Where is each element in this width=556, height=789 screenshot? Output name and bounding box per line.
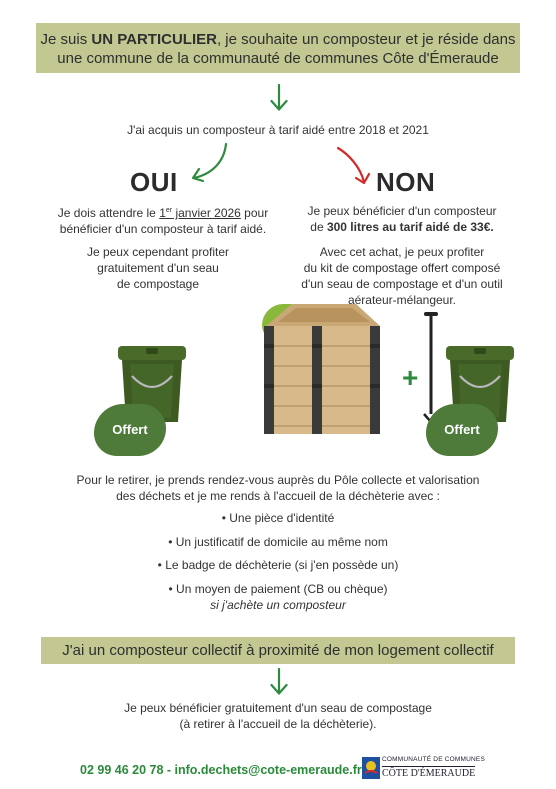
wooden-composter-icon — [252, 294, 392, 442]
oui-p2-line3: de compostage — [116, 277, 200, 291]
oui-p1-post: pour — [240, 206, 269, 220]
non-p2-line1: Avec cet achat, je peux profiter — [319, 245, 485, 259]
pickup-note: si j'achète un composteur — [210, 598, 346, 612]
oui-paragraph-2 — [58, 244, 258, 292]
non-p1-bold: 300 litres au tarif aidé de 33€. — [326, 220, 494, 234]
pickup-item-3: • Le badge de déchèterie (si j'en possède un) — [157, 558, 399, 572]
oui-p1-pre: Je dois attendre le — [57, 206, 160, 220]
logo-line1: COMMUNAUTÉ DE COMMUNES — [382, 756, 485, 763]
community-logo-icon — [362, 757, 380, 779]
pickup-instructions — [38, 472, 518, 504]
oui-date-rest: janvier 2026 — [172, 206, 241, 220]
non-p1-pre: de — [310, 220, 327, 234]
oui-p1-line2: bénéficier d'un composteur à tarif aidé. — [59, 222, 267, 236]
non-p1-line1: Je peux bénéficier d'un composteur — [307, 204, 497, 218]
non-paragraph-1 — [282, 203, 522, 235]
pickup-item-2: • Un justificatif de domicile au même nom — [168, 535, 388, 549]
banner-line1-pre: Je suis — [40, 31, 92, 48]
green-curved-arrow-icon — [186, 140, 234, 184]
oui-date-num: 1 — [159, 206, 166, 220]
oui-title: OUI — [130, 167, 178, 197]
non-p2-line3: d'un seau de compostage et d'un outil — [301, 277, 503, 291]
red-curved-arrow-icon — [334, 144, 374, 188]
banner-line2: une commune de la communauté de communes Côte d'Émeraude — [57, 50, 499, 67]
footer-contact: 02 99 46 20 78 - info.dechets@cote-emeraude.fr — [80, 763, 362, 777]
question-text: J'ai acquis un composteur à tarif aidé entre 2018 et 2021 — [127, 123, 429, 137]
top-banner — [36, 23, 520, 73]
pickup-line2: des déchets et je me rends à l'accueil de la déchèterie avec : — [116, 489, 440, 503]
oui-paragraph-1 — [38, 203, 288, 237]
banner-line1-bold: UN PARTICULIER — [91, 31, 217, 48]
plus-icon: + — [402, 362, 419, 393]
offert-badge-left: Offert — [94, 404, 166, 456]
pickup-line1: Pour le retirer, je prends rendez-vous auprès du Pôle collecte et valorisation — [76, 473, 480, 487]
non-title: NON — [376, 167, 436, 197]
down-arrow-icon-2 — [270, 668, 288, 696]
oui-date-sup: er — [165, 207, 173, 214]
banner-line1-post: , je souhaite un composteur et je réside dans — [216, 31, 516, 48]
oui-date — [159, 206, 241, 220]
oui-p2-line1: Je peux cependant profiter — [86, 245, 230, 259]
logo-line2: CÔTE D'ÉMERAUDE — [382, 768, 476, 779]
collective-text — [78, 700, 478, 732]
non-p2-line2: du kit de compostage offert composé — [303, 261, 501, 275]
offert-badge-right: Offert — [426, 404, 498, 456]
collective-line1: Je peux bénéficier gratuitement d'un seau de compostage — [124, 701, 432, 715]
collective-line2: (à retirer à l'accueil de la déchèterie). — [179, 717, 377, 731]
oui-p2-line2: gratuitement d'un seau — [97, 261, 219, 275]
down-arrow-icon — [270, 84, 288, 112]
pickup-item-1: • Une pièce d'identité — [221, 511, 335, 525]
pickup-item-4: • Un moyen de paiement (CB ou chèque) — [168, 582, 388, 596]
collective-banner: J'ai un composteur collectif à proximité de mon logement collectif — [41, 637, 515, 664]
non-p2-line4: aérateur-mélangeur. — [347, 293, 457, 307]
